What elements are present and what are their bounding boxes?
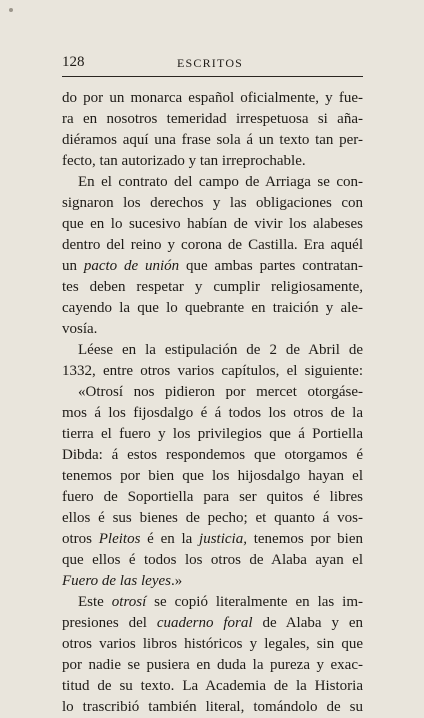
text-run: por nadie se pusiera en duda la pureza y exac- bbox=[62, 657, 363, 673]
text-run: Léese en la estipulación de 2 de Abril de bbox=[78, 342, 363, 358]
text-run: fecto, tan autorizado y tan irreprochable. bbox=[62, 153, 306, 169]
text-run: que ellos é todos los otros de Alaba ayan el bbox=[62, 552, 363, 568]
text-run: signaron los derechos y las obligaciones con bbox=[62, 195, 363, 211]
text-line bbox=[62, 466, 363, 487]
text-line bbox=[62, 130, 363, 151]
text-run: tierra el fuero y los privilegios que á Portiella bbox=[62, 426, 363, 442]
text-line bbox=[62, 151, 363, 172]
page-header bbox=[62, 52, 363, 77]
text-line bbox=[62, 361, 363, 382]
text-run: ellos é sus bienes de pecho; et quanto á vos- bbox=[62, 510, 363, 526]
text-line bbox=[62, 109, 363, 130]
text-line bbox=[62, 655, 363, 676]
text-line bbox=[62, 172, 363, 193]
text-line bbox=[62, 697, 363, 718]
text-run: Dibda: á estos respondemos que otorgamos é bbox=[62, 447, 363, 463]
text-run: presiones del bbox=[62, 615, 157, 631]
text-run: dentro del reino y corona de Castilla. Era aquél bbox=[62, 237, 363, 253]
text-run: fuero de Soportiella para ser quitos é libres bbox=[62, 489, 363, 505]
text-line bbox=[62, 382, 363, 403]
italic-text: Fuero de las leyes bbox=[62, 573, 171, 589]
text-line bbox=[62, 487, 363, 508]
text-run: ra en nosotros temeridad irrespetuosa si aña- bbox=[62, 111, 363, 127]
italic-text: otrosí bbox=[111, 594, 147, 610]
text-line bbox=[62, 256, 363, 277]
body-text bbox=[62, 88, 363, 718]
page-number: 128 bbox=[62, 54, 85, 70]
text-line bbox=[62, 319, 363, 340]
text-line bbox=[62, 235, 363, 256]
text-run: diéramos aquí una frase sola á un texto tan per- bbox=[62, 132, 363, 148]
text-line bbox=[62, 508, 363, 529]
text-line bbox=[62, 340, 363, 361]
text-line bbox=[62, 571, 363, 592]
italic-text: cuaderno foral bbox=[156, 615, 253, 631]
text-run: otros varios libros históricos y legales, sin que bbox=[62, 636, 363, 652]
text-line bbox=[62, 676, 363, 697]
text-run: que en lo sucesivo habían de vivir los alabeses bbox=[62, 216, 363, 232]
text-line bbox=[62, 550, 363, 571]
italic-text: pacto de unión bbox=[83, 258, 180, 274]
text-run: un bbox=[62, 258, 84, 274]
paper-speck bbox=[9, 8, 13, 12]
text-run: Este bbox=[78, 594, 112, 610]
text-run: tes deben respetar y cumplir religiosamente, bbox=[62, 279, 363, 295]
text-run: tenemos por bien bbox=[246, 531, 364, 547]
text-line bbox=[62, 403, 363, 424]
text-run: titud de su texto. La Academia de la Historia bbox=[62, 678, 363, 694]
text-line bbox=[62, 298, 363, 319]
text-run: é en la bbox=[140, 531, 200, 547]
text-run: mos á los fijosdalgo é á todos los otros de la bbox=[62, 405, 363, 421]
text-line bbox=[62, 529, 363, 550]
text-run: lo trascribió también literal, tomándolo de su bbox=[62, 699, 363, 715]
text-line bbox=[62, 88, 363, 109]
text-line bbox=[62, 424, 363, 445]
running-title: ESCRITOS bbox=[177, 56, 244, 70]
text-run: En el contrato del campo de Arriaga se con- bbox=[78, 174, 363, 190]
text-line bbox=[62, 634, 363, 655]
text-run: vosía. bbox=[62, 321, 98, 337]
text-run: .» bbox=[171, 573, 183, 589]
text-run: tenemos por bien que los hijosdalgo hayan el bbox=[62, 468, 363, 484]
text-line bbox=[62, 592, 363, 613]
text-line bbox=[62, 613, 363, 634]
text-run: de Alaba y en bbox=[252, 615, 364, 631]
italic-text: Pleitos bbox=[98, 531, 141, 547]
text-line bbox=[62, 193, 363, 214]
text-run: «Otrosí nos pidieron por mercet otorgáse- bbox=[78, 384, 363, 400]
text-run: do por un monarca español oficialmente, y fue- bbox=[62, 90, 363, 106]
text-run: 1332, entre otros varios capítulos, el siguiente: bbox=[62, 363, 363, 379]
text-run: se copió literalmente en las im- bbox=[146, 594, 364, 610]
text-run: cayendo la que lo quebrante en traición y ale- bbox=[62, 300, 363, 316]
text-line bbox=[62, 277, 363, 298]
text-run: otros bbox=[62, 531, 99, 547]
text-line bbox=[62, 445, 363, 466]
text-run: que ambas partes contratan- bbox=[179, 258, 364, 274]
italic-text: justicia, bbox=[199, 531, 247, 547]
text-line bbox=[62, 214, 363, 235]
